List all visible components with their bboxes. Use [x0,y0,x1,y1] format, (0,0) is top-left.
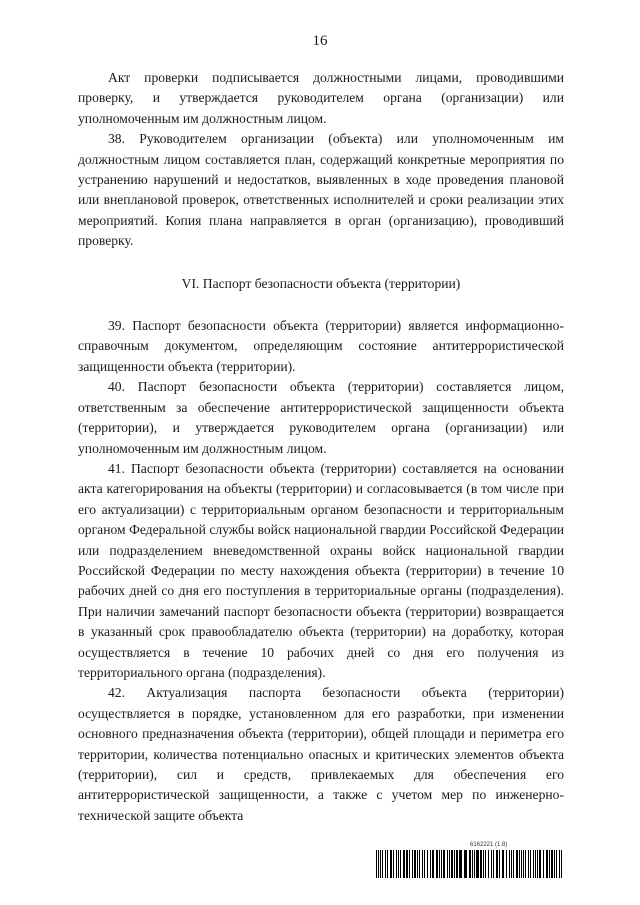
paragraph-42: 42. Актуализация паспорта безопасности объекта (территории) осуществляется в порядке, установленном для его разработки, при изменении основного предназначения объекта (территории), общей площади и периметра его территории, количества потенциально опасных и критических элементов объекта (территории), сил и средств, привлекаемых для обеспечения его антитеррористической защищенности, а также с учетом мер по инженерно-технической защите объекта [78,685,564,823]
page-number: 16 [312,33,328,49]
paragraph-39: 39. Паспорт безопасности объекта (территории) является информационно-справочным документом, определяющим состояние антитеррористической защищенности объекта (территории). [78,318,564,374]
paragraph-40: 40. Паспорт безопасности объекта (территории) составляется лицом, ответственным за обеспечение антитеррористической защищенности объекта (территории), и утверждается руководителем органа (организации) или уполномоченным им должностным лицом. [78,379,564,456]
paragraph-act-signing: Акт проверки подписывается должностными лицами, проводившими проверку, и утверждается руководителем органа (организации) или уполномоченным им должностным лицом. [78,70,564,126]
document-body [78,68,564,826]
paragraph-38: 38. Руководителем организации (объекта) или уполномоченным им должностным лицом составляется план, содержащий конкретные мероприятия по устранению нарушений и недостатков, выявленных в ходе проведения плановой или внеплановой проверок, ответственных исполнителей и сроки реализации этих мероприятий. Копия плана направляется в орган (организацию), проводивший проверку. [78,131,564,249]
document-code: 6162221 (1.8) [470,842,508,848]
barcode-image [376,850,564,878]
paragraph-41: 41. Паспорт безопасности объекта (территории) составляется на основании акта категорирования на объекты (территории) и согласовывается (в том числе при его актуализации) с территориальным органом безопасности и территориальным органом Федеральной службы войск национальной гвардии Российской Федерации или подразделением вневедомственной охраны войск национальной гвардии Российской Федерации по месту нахождения объекта (территории) в течение 10 рабочих дней со дня его поступления в территориальные органы (подразделения). При наличии замечаний паспорт безопасности объекта (территории) возвращается в указанный срок правообладателю объекта (территории) на доработку, которая осуществляется в течение 10 рабочих дней со дня его получения из территориального органа (подразделения). [78,460,564,680]
section-heading: VI. Паспорт безопасности объекта (территории) [181,275,461,291]
